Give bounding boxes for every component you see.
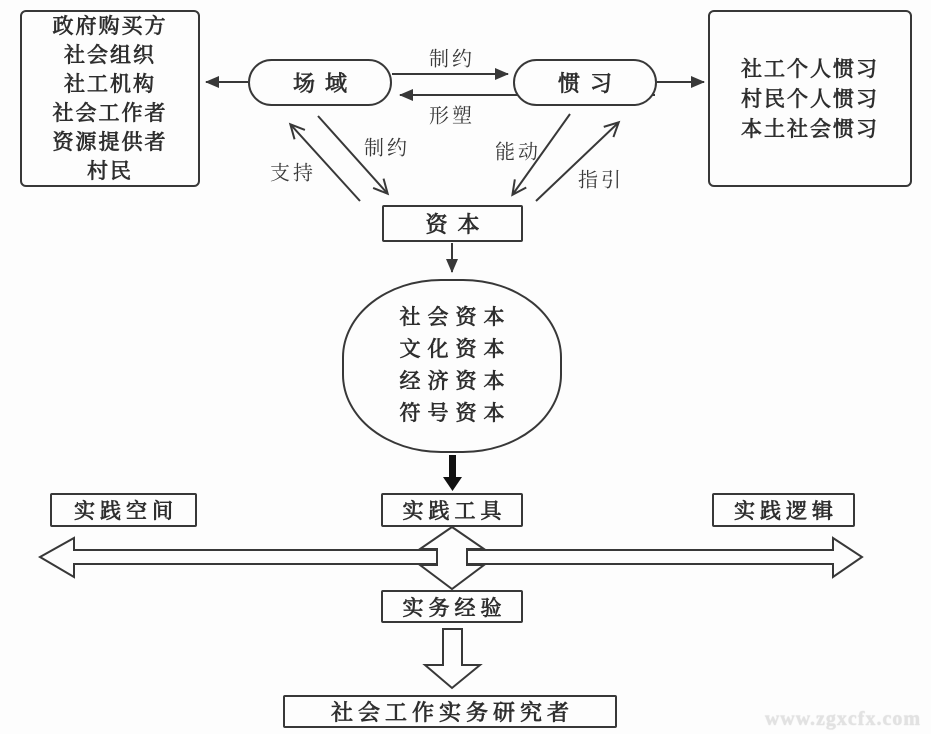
left-actors-line: 社会工作者	[52, 101, 168, 125]
practice-space-label: 实践空间	[74, 500, 178, 523]
left-actors-line: 资源提供者	[52, 130, 168, 154]
edge-label-shaping: 形塑	[429, 105, 475, 128]
field-label: 场域	[292, 71, 357, 96]
practice-experience-node	[381, 590, 523, 623]
thick-arrow-circle-to-tools	[443, 455, 462, 491]
right-habits-line: 本土社会惯习	[741, 118, 879, 141]
capital-type-line: 符号资本	[399, 402, 512, 425]
capital-node	[382, 205, 523, 242]
right-habits-line: 社工个人惯习	[741, 58, 879, 81]
hollow-arrow-experience-to-researcher	[425, 629, 480, 688]
researcher-node	[283, 695, 617, 728]
capital-types-circle	[342, 279, 562, 453]
capital-type-line: 经济资本	[399, 370, 512, 393]
edge-label-constrain-diagonal: 制约	[364, 137, 410, 160]
capital-type-line: 文化资本	[399, 338, 512, 361]
practice-space-node	[50, 493, 197, 527]
practice-logic-label: 实践逻辑	[734, 500, 838, 523]
right-habits-line: 村民个人惯习	[741, 88, 879, 111]
edge-label-guidance: 指引	[578, 169, 624, 192]
habitus-node	[513, 59, 657, 106]
right-habits-box	[708, 10, 912, 187]
researcher-label: 社会工作实务研究者	[330, 700, 574, 725]
capital-label: 资本	[425, 212, 490, 237]
practice-experience-label: 实务经验	[402, 596, 507, 620]
edge-label-constrain-top: 制约	[429, 48, 475, 71]
watermark: www.zgxcfx.com	[764, 708, 921, 730]
left-actors-box	[20, 10, 200, 187]
field-node	[248, 59, 392, 106]
practice-tools-node	[381, 493, 523, 527]
habitus-label: 惯习	[557, 71, 622, 96]
left-actors-line: 社工机构	[64, 72, 156, 96]
left-actors-line: 村民	[87, 159, 133, 183]
left-actors-line: 政府购买方	[52, 14, 168, 38]
practice-tools-label: 实践工具	[402, 500, 507, 523]
edge-label-support: 支持	[270, 162, 316, 185]
left-actors-line: 社会组织	[64, 43, 156, 67]
edge-label-agency: 能动	[495, 141, 541, 164]
capital-type-line: 社会资本	[399, 306, 512, 329]
practice-logic-node	[712, 493, 855, 527]
